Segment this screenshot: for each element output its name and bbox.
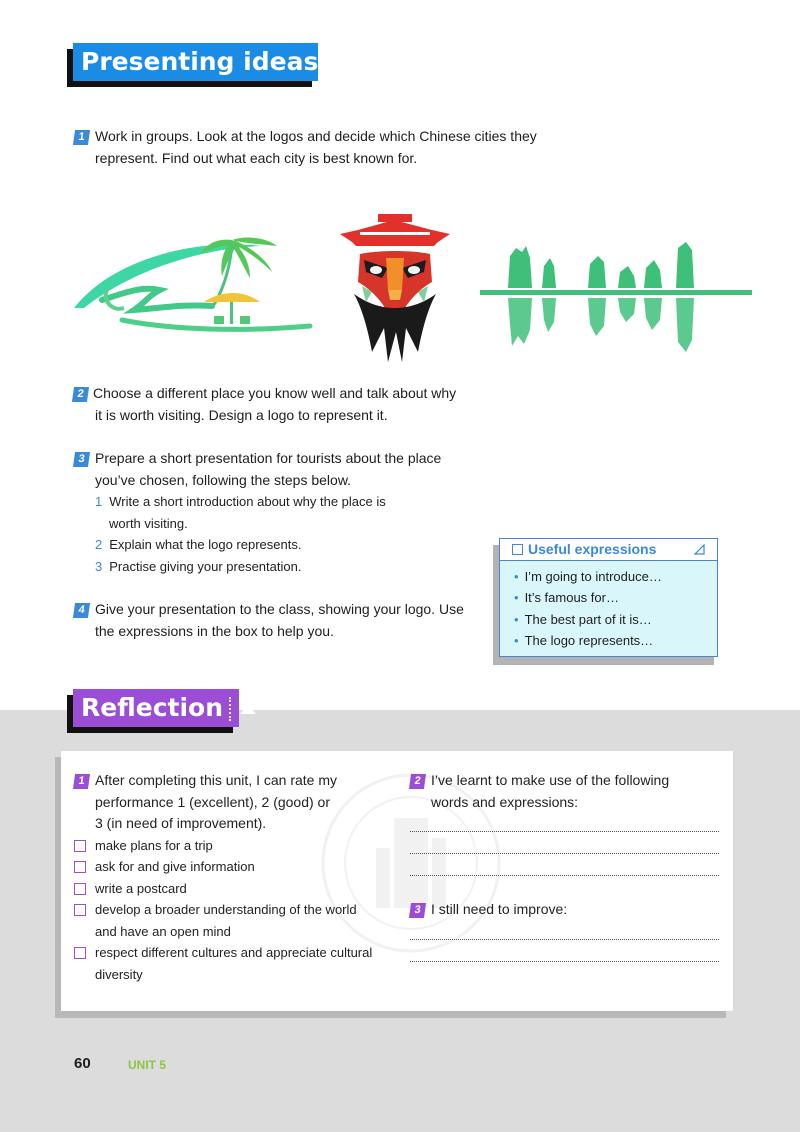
- reflection-q2-text: [431, 770, 721, 813]
- reflection-number: 2: [409, 774, 426, 789]
- reflection-q1-text: [95, 770, 395, 835]
- expression-item: • The best part of it is…: [514, 611, 652, 627]
- rating-item-line: develop a broader understanding of the world: [95, 902, 357, 917]
- unit-label: UNIT 5: [128, 1058, 167, 1072]
- reflection-q3-text: I still need to improve:: [431, 901, 568, 917]
- useful-expressions-title: Useful expressions: [528, 541, 657, 557]
- presenting-ideas-header: [73, 43, 318, 81]
- answer-line[interactable]: [410, 831, 719, 832]
- header-separator: [324, 51, 326, 75]
- step-3: [95, 556, 495, 578]
- corner-triangle-icon: [334, 55, 350, 71]
- step-line: Practise giving your presentation.: [109, 559, 302, 574]
- task-line: the expressions in the box to help you.: [95, 622, 334, 639]
- rating-checkbox[interactable]: [74, 883, 86, 895]
- reflection-number: 1: [73, 774, 90, 789]
- task-2-text: [93, 383, 493, 426]
- step-1: [95, 491, 495, 534]
- rating-checkbox[interactable]: [74, 861, 86, 873]
- task-number: 1: [73, 130, 90, 145]
- task-3-text: [95, 448, 495, 491]
- expression-item: • It’s famous for…: [514, 590, 619, 606]
- rating-checkbox[interactable]: [74, 904, 86, 916]
- task-4-text: [95, 599, 495, 642]
- corner-triangle-icon: [694, 544, 705, 555]
- opera-mask-logo: [338, 212, 452, 364]
- reflection-line: performance 1 (excellent), 2 (good) or: [95, 793, 330, 810]
- task-line: you’ve chosen, following the steps below.: [95, 471, 352, 488]
- task-1-text: [95, 126, 575, 169]
- task-line: Prepare a short presentation for tourists about the place: [95, 450, 442, 466]
- rating-item-line: respect different cultures and appreciate cultural: [95, 945, 373, 960]
- useful-expressions-list: [500, 561, 717, 651]
- presenting-ideas-title: Presenting ideas: [81, 47, 319, 76]
- rating-item-label: [95, 899, 395, 942]
- step-number: 3: [95, 559, 103, 574]
- step-line: worth visiting.: [109, 515, 188, 531]
- reflection-title: Reflection: [81, 693, 224, 722]
- step-2: [95, 534, 495, 556]
- useful-expressions-header: [500, 539, 717, 561]
- expression-item: • I’m going to introduce…: [514, 569, 662, 584]
- answer-line[interactable]: [410, 853, 719, 854]
- answer-line[interactable]: [410, 939, 719, 940]
- step-line: Write a short introduction about why the place is: [109, 494, 386, 509]
- answer-line[interactable]: [410, 961, 719, 962]
- rating-checkbox[interactable]: [74, 947, 86, 959]
- rating-item-line: diversity: [95, 966, 143, 982]
- rating-item-label: ask for and give information: [95, 859, 255, 874]
- step-line: Explain what the logo represents.: [109, 537, 302, 552]
- task-line: Work in groups. Look at the logos and decide which Chinese cities they: [95, 128, 537, 144]
- useful-expressions-box: [499, 538, 718, 657]
- checkbox-square-icon: [512, 544, 523, 555]
- rating-item-label: write a postcard: [95, 881, 187, 896]
- reflection-line: I’ve learnt to make use of the following: [431, 772, 670, 788]
- step-number: 1: [95, 494, 103, 509]
- task-line: Choose a different place you know well and talk about why: [93, 385, 457, 401]
- header-separator: [229, 697, 231, 721]
- reflection-line: After completing this unit, I can rate my: [95, 772, 337, 788]
- task-line: it is worth visiting. Design a logo to represent it.: [95, 406, 388, 423]
- beach-palm-logo: [72, 230, 317, 340]
- up-triangle-icon: [239, 703, 257, 715]
- task-number: 3: [73, 452, 90, 467]
- rating-checkbox[interactable]: [74, 840, 86, 852]
- task-number: 2: [72, 387, 89, 402]
- reflection-header: [73, 689, 239, 727]
- page-number: 60: [74, 1055, 91, 1072]
- reflection-number: 3: [409, 903, 426, 918]
- step-number: 2: [95, 537, 103, 552]
- reflection-line: words and expressions:: [431, 793, 579, 810]
- task-line: Give your presentation to the class, showing your logo. Use: [95, 601, 464, 617]
- task-number: 4: [73, 603, 90, 618]
- reflection-line: 3 (in need of improvement).: [95, 815, 267, 831]
- rating-item-label: make plans for a trip: [95, 838, 213, 853]
- task-line: represent. Find out what each city is best known for.: [95, 149, 418, 166]
- answer-line[interactable]: [410, 875, 719, 876]
- karst-reflection-logo: [478, 236, 756, 356]
- expression-item: • The logo represents…: [514, 632, 654, 648]
- rating-item-line: and have an open mind: [95, 923, 231, 939]
- rating-item-label: [95, 942, 395, 985]
